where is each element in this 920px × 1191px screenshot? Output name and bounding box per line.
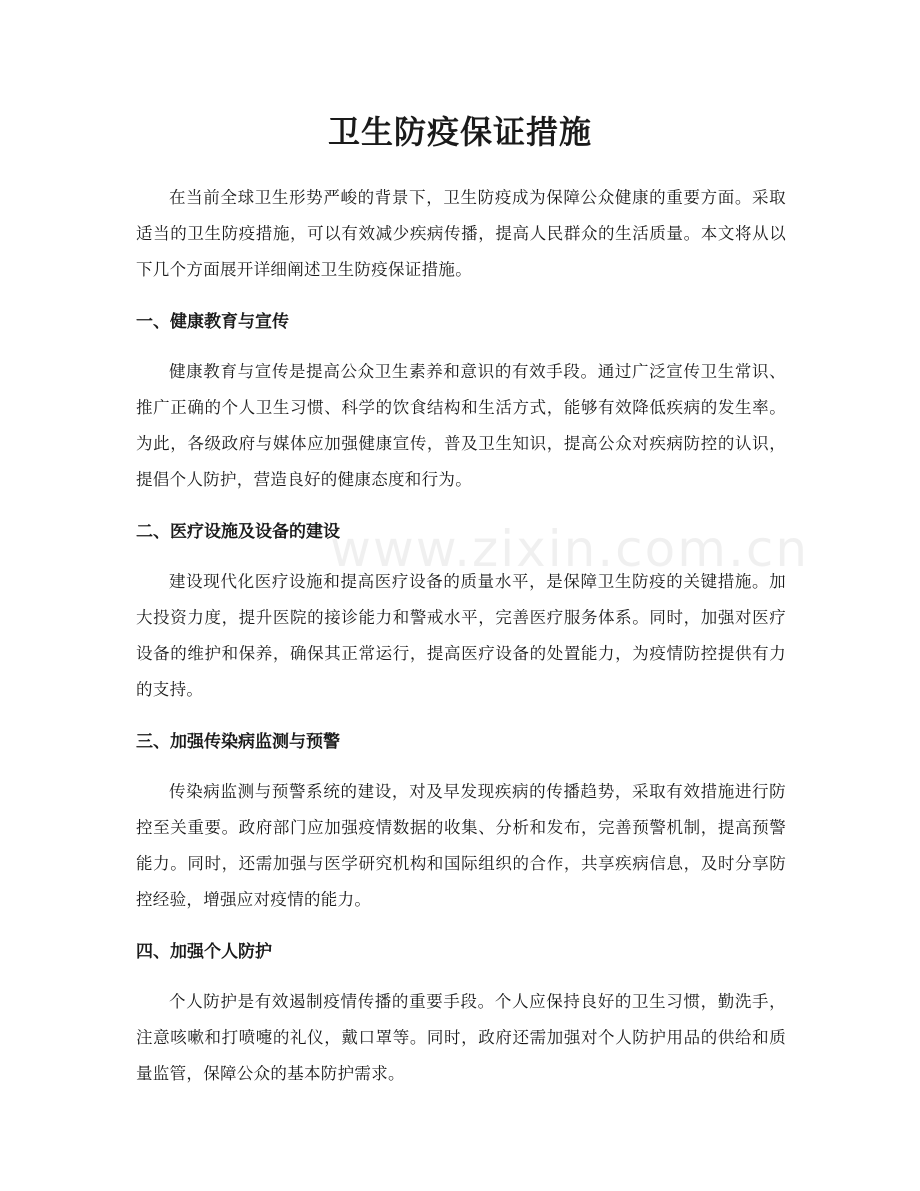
watermark: www.zixin.com.cn — [330, 520, 810, 578]
document-title: 卫生防疫保证措施 — [327, 113, 592, 151]
section-body-disease-monitoring: 传染病监测与预警系统的建设，对及早发现疾病的传播趋势，采取有效措施进行防控至关重要。政府部门应加强疫情数据的收集、分析和发布，完善预警机制，提高预警能力。同时，还需加强与医学研究机构和国际组织的合作，共享疾病信息，及时分享防控经验，增强应对疫情的能力。 — [136, 782, 786, 909]
section-heading-personal-protection: 四、加强个人防护 — [136, 942, 272, 962]
document-body — [136, 180, 786, 1092]
intro-paragraph: 在当前全球卫生形势严峻的背景下，卫生防疫成为保障公众健康的重要方面。采取适当的卫生防疫措施，可以有效减少疾病传播，提高人民群众的生活质量。本文将从以下几个方面展开详细阐述卫生防疫保证措施。 — [136, 188, 786, 279]
section-heading-disease-monitoring: 三、加强传染病监测与预警 — [136, 732, 340, 752]
section-body-medical-facilities: 建设现代化医疗设施和提高医疗设备的质量水平，是保障卫生防疫的关键措施。加大投资力度，提升医院的接诊能力和警戒水平，完善医疗服务体系。同时，加强对医疗设备的维护和保养，确保其正常运行，提高医疗设备的处置能力，为疫情防控提供有力的支持。 — [136, 572, 786, 699]
section-heading-health-education: 一、健康教育与宣传 — [136, 312, 289, 332]
section-body-health-education: 健康教育与宣传是提高公众卫生素养和意识的有效手段。通过广泛宣传卫生常识、推广正确的个人卫生习惯、科学的饮食结构和生活方式，能够有效降低疾病的发生率。为此，各级政府与媒体应加强健康宣传，普及卫生知识，提高公众对疾病防控的认识，提倡个人防护，营造良好的健康态度和行为。 — [136, 362, 786, 489]
section-heading-medical-facilities: 二、医疗设施及设备的建设 — [136, 522, 340, 542]
section-body-personal-protection: 个人防护是有效遏制疫情传播的重要手段。个人应保持良好的卫生习惯，勤洗手，注意咳嗽和打喷嚏的礼仪，戴口罩等。同时，政府还需加强对个人防护用品的供给和质量监管，保障公众的基本防护需求。 — [136, 992, 786, 1083]
